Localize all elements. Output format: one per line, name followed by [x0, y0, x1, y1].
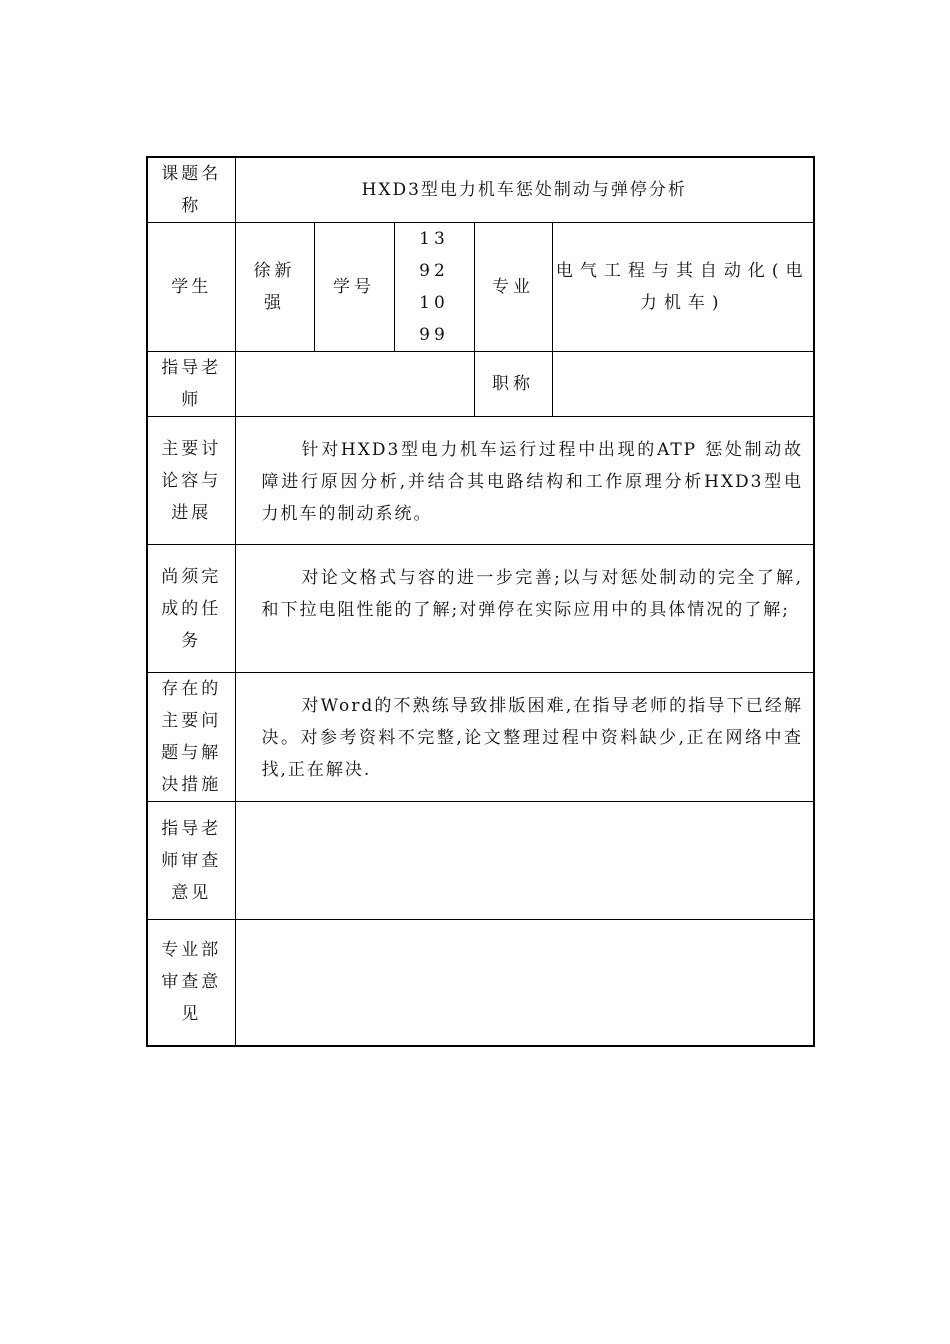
problems-text: 对Word的不熟练导致排版困难,在指导老师的指导下已经解决。对参考资料不完整,论文整理过程中资料缺少,正在网络中查找,正在解决.: [261, 696, 803, 780]
advisor-label-cell: [147, 352, 235, 417]
major-label: 专业: [492, 277, 534, 297]
dept-review-text: [235, 920, 814, 1046]
topic-label-cell: [147, 157, 235, 223]
problems-cell: [235, 673, 814, 802]
tasks-text: 对论文格式与容的进一步完善;以与对惩处制动的完全了解,和下拉电阻性能的了解;对弹停在实际应用中的具体情况的了解;: [261, 568, 803, 620]
dept-review-label: 专业部审查意见: [161, 940, 222, 1025]
progress-cell: [235, 417, 814, 545]
student-id: 13921099: [419, 229, 449, 345]
student-id-label: 学号: [333, 277, 375, 297]
major-label-cell: [474, 223, 552, 352]
student-name: 徐新强: [253, 261, 296, 313]
problems-label-cell: [147, 673, 235, 802]
report-table: [146, 156, 815, 1047]
progress-label: 主要讨论容与进展: [161, 438, 222, 523]
title-label-cell: [474, 352, 552, 417]
tasks-cell: [235, 545, 814, 673]
topic-row: [147, 157, 814, 223]
tasks-label: 尚须完成的任务: [161, 566, 222, 651]
dept-review-label-cell: [147, 920, 235, 1046]
student-id-cell: [394, 223, 474, 352]
topic-label: 课题名称: [161, 164, 222, 216]
advisor-review-label-cell: [147, 802, 235, 920]
progress-label-cell: [147, 417, 235, 545]
advisor-review-label: 指导老师审查意见: [161, 818, 222, 903]
advisor-label: 指导老师: [161, 358, 222, 410]
advisor-row: [147, 352, 814, 417]
major-value: 电气工程与其自动化(电力机车): [552, 223, 814, 352]
advisor-review-text: [235, 802, 814, 920]
topic-value: HXD3型电力机车惩处制动与弹停分析: [235, 157, 814, 223]
student-name-cell: [235, 223, 314, 352]
advisor-name: [235, 352, 474, 417]
student-label: 学生: [147, 223, 235, 352]
progress-row: [147, 417, 814, 545]
tasks-row: [147, 545, 814, 673]
title-label: 职称: [492, 374, 534, 394]
student-id-label-cell: [314, 223, 394, 352]
progress-text: 针对HXD3型电力机车运行过程中出现的ATP 惩处制动故障进行原因分析,并结合其电路结构和工作原理分析HXD3型电力机车的制动系统。: [261, 440, 803, 524]
title-value: [552, 352, 814, 417]
problems-label: 存在的主要问题与解决措施: [161, 679, 222, 795]
tasks-label-cell: [147, 545, 235, 673]
problems-row: [147, 673, 814, 802]
dept-review-row: [147, 920, 814, 1046]
advisor-review-row: [147, 802, 814, 920]
student-row: [147, 223, 814, 352]
